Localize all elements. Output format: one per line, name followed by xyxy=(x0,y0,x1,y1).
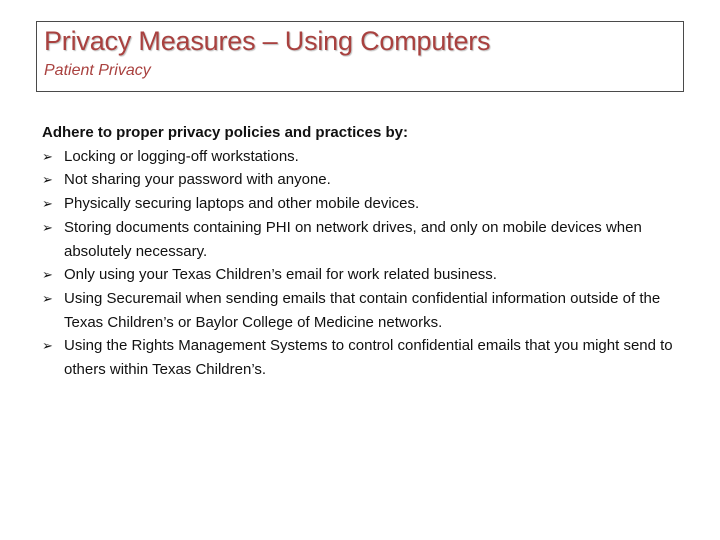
arrow-bullet-icon: ➢ xyxy=(42,290,53,306)
arrow-bullet-icon: ➢ xyxy=(42,172,53,188)
list-item xyxy=(42,192,682,216)
list-item xyxy=(42,287,682,334)
list-item xyxy=(42,145,682,169)
slide-content xyxy=(42,121,682,382)
list-item xyxy=(42,263,682,287)
list-item xyxy=(42,216,682,263)
bullet-text: Physically securing laptops and other mobile devices. xyxy=(64,195,420,213)
bullet-text: Storing documents containing PHI on network drives, and only on mobile devices when absolutely necessary. xyxy=(64,218,642,260)
arrow-bullet-icon: ➢ xyxy=(42,196,53,212)
intro-text: Adhere to proper privacy policies and practices by: xyxy=(42,124,408,141)
bullet-list xyxy=(42,145,682,382)
list-item xyxy=(42,334,682,381)
arrow-bullet-icon: ➢ xyxy=(42,148,53,164)
slide-subtitle: Patient Privacy xyxy=(44,62,151,79)
bullet-text: Locking or logging-off workstations. xyxy=(64,147,299,165)
bullet-text: Using Securemail when sending emails that contain confidential information outside of the Texas Children’s or Baylor College of Medicine networks. xyxy=(64,289,661,331)
title-box xyxy=(36,21,684,92)
arrow-bullet-icon: ➢ xyxy=(42,338,53,354)
bullet-text: Not sharing your password with anyone. xyxy=(64,171,331,189)
list-item xyxy=(42,168,682,192)
bullet-text: Using the Rights Management Systems to control confidential emails that you might send to others within Texas Children’s. xyxy=(64,337,673,379)
bullet-text: Only using your Texas Children’s email for work related business. xyxy=(64,266,497,284)
arrow-bullet-icon: ➢ xyxy=(42,267,53,283)
slide-title: Privacy Measures – Using Computers xyxy=(44,26,491,56)
arrow-bullet-icon: ➢ xyxy=(42,219,53,235)
